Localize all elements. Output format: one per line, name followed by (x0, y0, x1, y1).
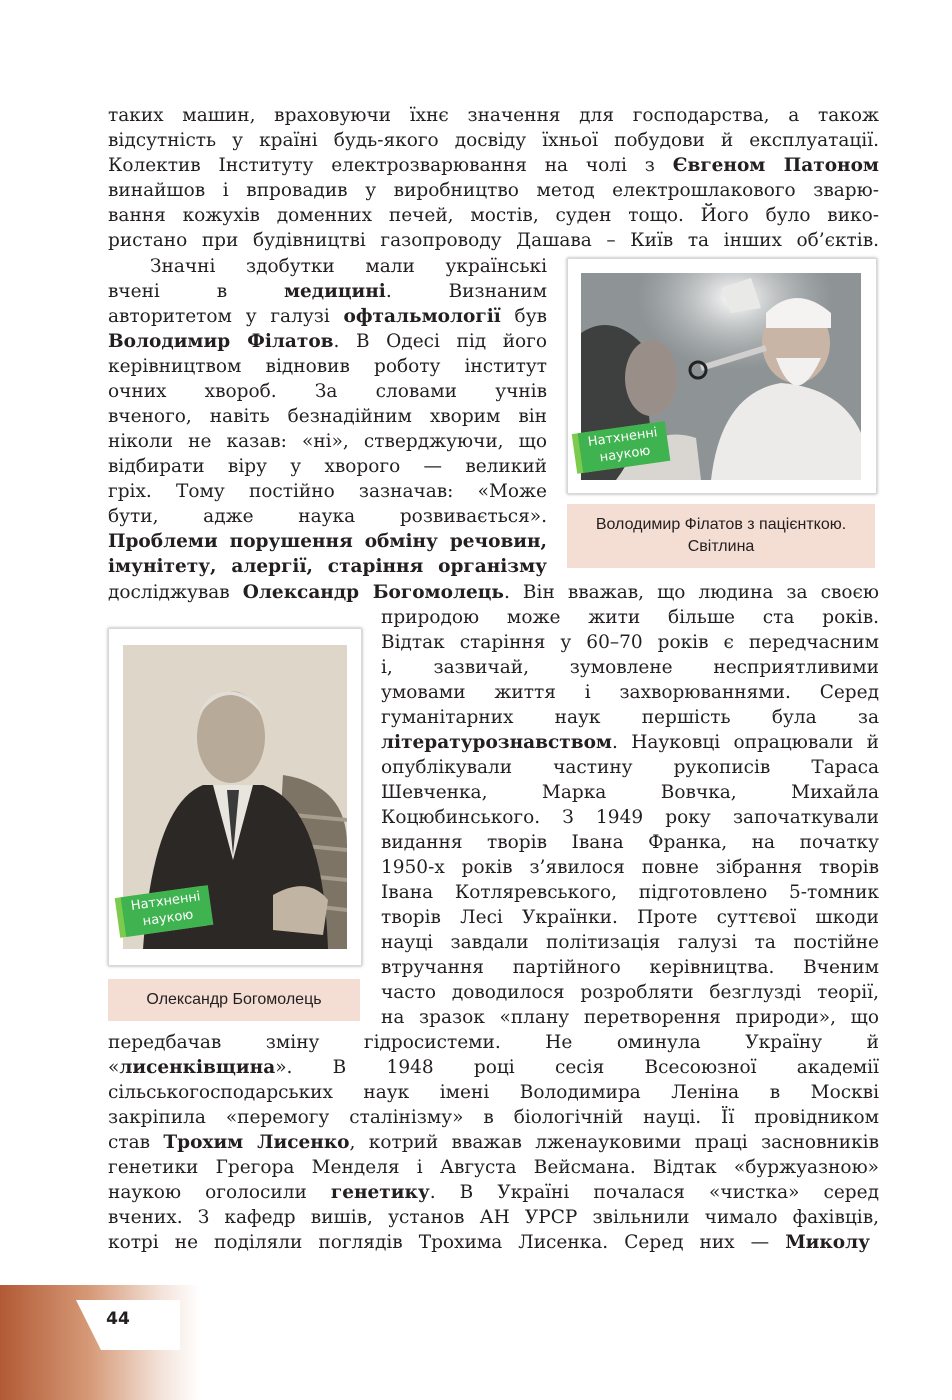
text-span: відбирати віру у хворого — великий (108, 456, 547, 477)
bold-name-filatov: Володимир Філатов (108, 331, 334, 352)
text-line (108, 529, 547, 554)
text-line (108, 1205, 879, 1230)
text-line (108, 279, 547, 304)
text-span: часто доводилося розробляти безглузді теорії, (381, 982, 879, 1003)
text-line (108, 1105, 879, 1130)
text-line (108, 178, 879, 203)
text-line (381, 830, 879, 855)
text-span: гуманітарних наук першість була за (381, 707, 879, 728)
text-span: видання творів Івана Франка, на початку (381, 832, 879, 853)
bold-term: офтальмології (343, 306, 501, 327)
text-line (381, 630, 879, 655)
caption-line: Олександр Богомолець (146, 991, 322, 1008)
text-span: Шевченка, Марка Вовчка, Михайла (381, 782, 879, 803)
text-span: ». В 1948 році сесія Всесоюзної академії (275, 1057, 879, 1078)
badge-text: Натхненні наукою (129, 889, 202, 930)
text-line (381, 655, 879, 680)
text-span: відсутність у країні будь-якого досвіду їхньої побудови й експлуатації. (108, 130, 879, 151)
text-span: , котрий вважав лженауковими праці засновників (349, 1132, 879, 1153)
text-span: . В Одесі під його (333, 331, 547, 352)
text-line (381, 755, 879, 780)
bold-term: літературознавством (381, 732, 612, 753)
bold-name-bogomolets: Олександр Богомолець (242, 582, 504, 603)
text-span: закріпила «перемогу сталінізму» в біологічній науці. Її провідником (108, 1107, 879, 1128)
text-span: науці завдали політизація галузі та постійне (381, 932, 879, 953)
text-span: ристано при будівництві газопроводу Дашава – Київ та інших об’єктів. (108, 230, 879, 251)
text-line (108, 454, 547, 479)
text-line (108, 1130, 879, 1155)
text-span: гріх. Тому постійно зазначав: «Може (108, 481, 547, 502)
text-span: творів Лесі Українки. Проте суттєвої шкоди (381, 907, 879, 928)
text-line (150, 254, 547, 279)
text-line (381, 705, 879, 730)
text-span: ніколи не казав: «ні», стверджуючи, що (108, 431, 547, 452)
text-line (108, 479, 547, 504)
bold-name-lysenko: Трохим Лисенко (163, 1132, 350, 1153)
text-line (108, 103, 879, 128)
text-span: . Науковці опрацювали й (612, 732, 879, 753)
text-span: 1950-х років з’явилося повне зібрання творів (381, 857, 879, 878)
bold-term: імунітету, алергії, старіння організму (108, 556, 547, 577)
text-span: . Визнаним (385, 281, 547, 302)
text-span: бути, адже наука розвивається». (108, 506, 547, 527)
text-line (108, 203, 879, 228)
text-span: наукою оголосили (108, 1182, 331, 1203)
text-line (381, 955, 879, 980)
text-span: винайшов і впровадив у виробництво метод електрошлакового зварю- (108, 180, 879, 201)
bogomolets-photo-frame (108, 628, 362, 966)
text-span: став (108, 1132, 164, 1153)
text-line (108, 1080, 879, 1105)
text-span: і, зазвичай, зумовлене несприятливими (381, 657, 879, 678)
text-span: був (500, 306, 547, 327)
text-line (108, 404, 547, 429)
text-line (108, 429, 547, 454)
text-span: очних хвороб. За словами учнів (108, 381, 547, 402)
text-line (381, 680, 879, 705)
page-number: 44 (106, 1309, 130, 1329)
text-span: керівництвом відновив роботу інститут (108, 356, 547, 377)
text-span: втручання партійного керівництва. Вченим (381, 957, 879, 978)
text-line (108, 1180, 879, 1205)
text-line (108, 379, 547, 404)
text-span: Коцюбинського. З 1949 року започаткували (381, 807, 879, 828)
text-span: природою може жити більше ста років. (381, 607, 879, 628)
filatov-photo-frame (567, 258, 877, 494)
text-span: Значні здобутки мали українські (150, 256, 547, 277)
text-span: на зразок «плану перетворення природи», що (381, 1007, 879, 1028)
text-span: авторитетом у галузі (108, 306, 344, 327)
text-line (381, 805, 879, 830)
text-line (108, 580, 879, 605)
text-span: вчених. З кафедр вишів, установ АН УРСР звільнили чимало фахівців, (108, 1207, 879, 1228)
text-line (381, 605, 879, 630)
text-span: вченого, навіть безнадійним хворим він (108, 406, 547, 427)
text-line (381, 780, 879, 805)
text-span: вчені в (108, 281, 284, 302)
text-line (108, 128, 879, 153)
text-span: Колектив Інституту електрозварювання на чолі з (108, 155, 673, 176)
text-span: . Він вважав, що людина за своєю (504, 582, 879, 603)
text-line (381, 980, 879, 1005)
bogomolets-caption (108, 979, 360, 1021)
text-span: генетики Грегора Менделя і Августа Вейсмана. Відтак «буржуазною» (108, 1157, 879, 1178)
bold-term: генетику (330, 1182, 430, 1203)
text-line (381, 1005, 879, 1030)
text-span: сільськогосподарських наук імені Володимира Леніна в Москві (108, 1082, 879, 1103)
text-span: « (108, 1057, 120, 1078)
badge-text: Натхненні наукою (586, 425, 659, 466)
text-span: Івана Котляревського, підготовлено 5-томник (381, 882, 879, 903)
text-span: передбачав зміну гідросистеми. Не оминула Україну й (108, 1032, 879, 1053)
text-line (108, 1030, 879, 1055)
text-line (108, 228, 879, 253)
text-span: . В Україні почалася «чистка» серед (429, 1182, 879, 1203)
text-span: досліджував (108, 582, 243, 603)
text-line (108, 329, 547, 354)
bold-term: медицині (283, 281, 386, 302)
text-line (108, 1230, 870, 1255)
text-span: умовами життя і захворюваннями. Серед (381, 682, 879, 703)
text-line (108, 1155, 879, 1180)
text-line (381, 905, 879, 930)
text-line (108, 1055, 879, 1080)
text-line (381, 730, 879, 755)
text-span: котрі не поділяли поглядів Трохима Лисенка. Серед них — (108, 1232, 786, 1253)
text-span: опублікували частину рукописів Тараса (381, 757, 879, 778)
text-line (108, 304, 547, 329)
caption-line: Володимир Філатов з пацієнткою. (595, 516, 847, 533)
bold-term: лисенківщина (119, 1057, 276, 1078)
filatov-caption (567, 504, 875, 568)
text-line (108, 153, 879, 178)
bold-name-patton: Євгеном Патоном (672, 155, 879, 176)
caption-line: Світлина (687, 538, 755, 555)
text-line (108, 504, 547, 529)
text-span: Відтак старіння у 60–70 років є передчасним (381, 632, 879, 653)
text-span: вання кожухів доменних печей, мостів, суден тощо. Його було вико- (108, 205, 879, 226)
bold-term: Проблеми порушення обміну речовин, (108, 531, 547, 552)
text-span: таких машин, враховуючи їхнє значення для господарства, а також (108, 105, 879, 126)
text-line (108, 354, 547, 379)
text-line (381, 930, 879, 955)
bold-name: Миколу (785, 1232, 870, 1253)
text-line (381, 855, 879, 880)
text-line (108, 554, 547, 579)
text-line (381, 880, 879, 905)
